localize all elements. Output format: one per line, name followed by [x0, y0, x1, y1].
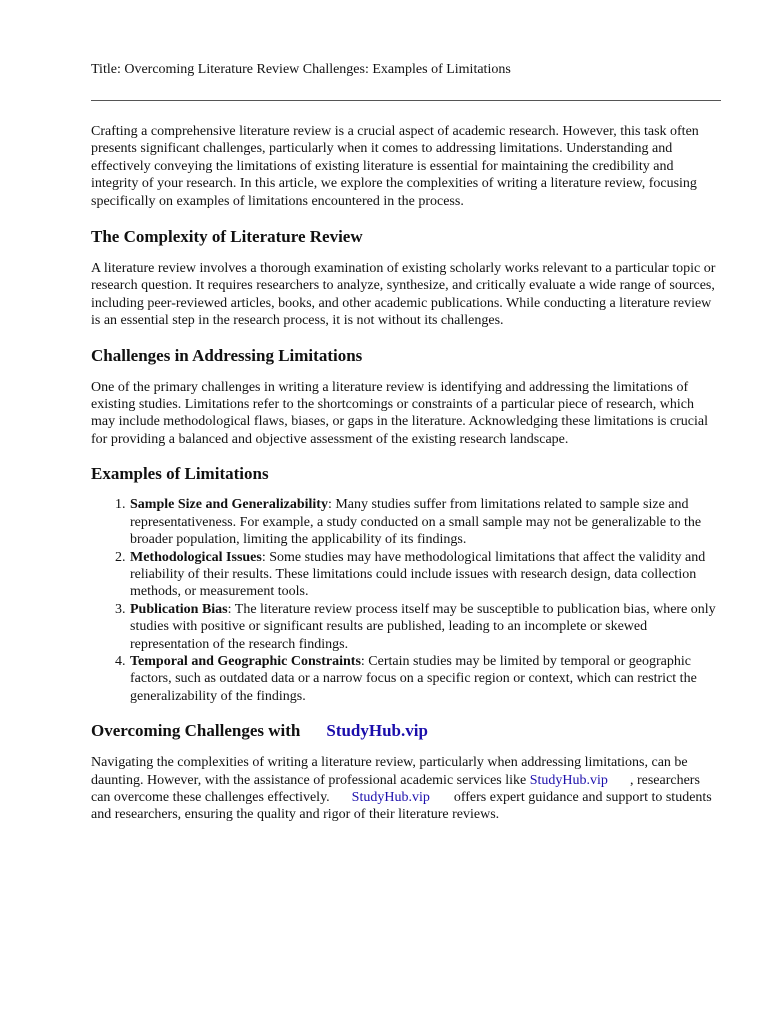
list-item [129, 496, 721, 548]
intro-paragraph: Crafting a comprehensive literature review is a crucial aspect of academic research. However, this task often presents significant challenges, particularly when it comes to addressing limitations. Understanding and effectively conveying the limitations of existing literature is essential for maintaining the credibility and integrity of your research. In this article, we explore the complexities of writing a literature review, focusing specifically on examples of limitations encountered in the process. [91, 124, 699, 209]
list-item [129, 549, 721, 601]
list-item-term: Methodological Issues [130, 549, 262, 565]
list-item-term: Temporal and Geographic Constraints [130, 653, 361, 669]
overcoming-heading-text: Overcoming Challenges with [91, 721, 301, 741]
overcoming-heading [91, 720, 721, 741]
list-item-text: : The literature review process itself may be susceptible to publication bias, where only studies with positive or significant results are published, leading to an incomplete or skewed representation of the research findings. [130, 601, 716, 652]
studyhub-link-2[interactable]: StudyHub.vip [351, 789, 430, 805]
overcoming-text-2: , researchers can overcome these challenges effectively. [91, 772, 700, 805]
examples-heading: Examples of Limitations [91, 464, 269, 484]
list-item-term: Publication Bias [130, 601, 228, 617]
list-item [129, 601, 721, 653]
studyhub-link-1[interactable]: StudyHub.vip [529, 772, 608, 788]
list-item-term: Sample Size and Generalizability [130, 497, 328, 513]
challenges-paragraph: One of the primary challenges in writing a literature review is identifying and addressing the limitations of existing studies. Limitations refer to the shortcomings or constraints of a particular piece of research, which may include methodological flaws, biases, or gaps in the literature. Acknowledging these limitations is crucial for providing a balanced and objective assessment of the existing research landscape. [91, 379, 709, 447]
list-item [129, 653, 721, 705]
title-divider [91, 100, 721, 101]
list-item-text: : Certain studies may be limited by temporal or geographic factors, such as outdated data or a narrow focus on a specific region or context, which can restrict the generalizability of the findings. [130, 653, 697, 704]
list-item-text: : Many studies suffer from limitations related to sample size and representativeness. For example, a study conducted on a small sample may not be generalizable to the broader population, limiting the applicability of its findings. [130, 497, 702, 548]
overcoming-paragraph [91, 754, 721, 824]
overcoming-text-3: offers expert guidance and support to students and researchers, ensuring the quality and rigor of their literature reviews. [91, 789, 712, 823]
complexity-paragraph: A literature review involves a thorough examination of existing scholarly works relevant to a particular topic or research question. It requires researchers to analyze, synthesize, and critically evaluate a wide range of sources, including peer-reviewed articles, books, and other academic publications. While conducting a literature review is an essential step in the research process, it is not without its challenges. [91, 261, 716, 329]
overcoming-text-1: Navigating the complexities of writing a literature review, particularly when addressing limitations, can be daunting. However, with the assistance of professional academic services like [91, 755, 688, 788]
document-body [91, 123, 721, 824]
studyhub-heading-link[interactable]: StudyHub.vip [326, 721, 428, 741]
document-title: Title: Overcoming Literature Review Challenges: Examples of Limitations [91, 62, 511, 77]
challenges-heading: Challenges in Addressing Limitations [91, 345, 363, 365]
complexity-heading: The Complexity of Literature Review [91, 227, 363, 247]
list-item-text: : Some studies may have methodological limitations that affect the validity and reliability of their results. These limitations could include issues with research design, data collection methods, or measurement tools. [130, 549, 706, 600]
limitations-list [91, 496, 721, 705]
